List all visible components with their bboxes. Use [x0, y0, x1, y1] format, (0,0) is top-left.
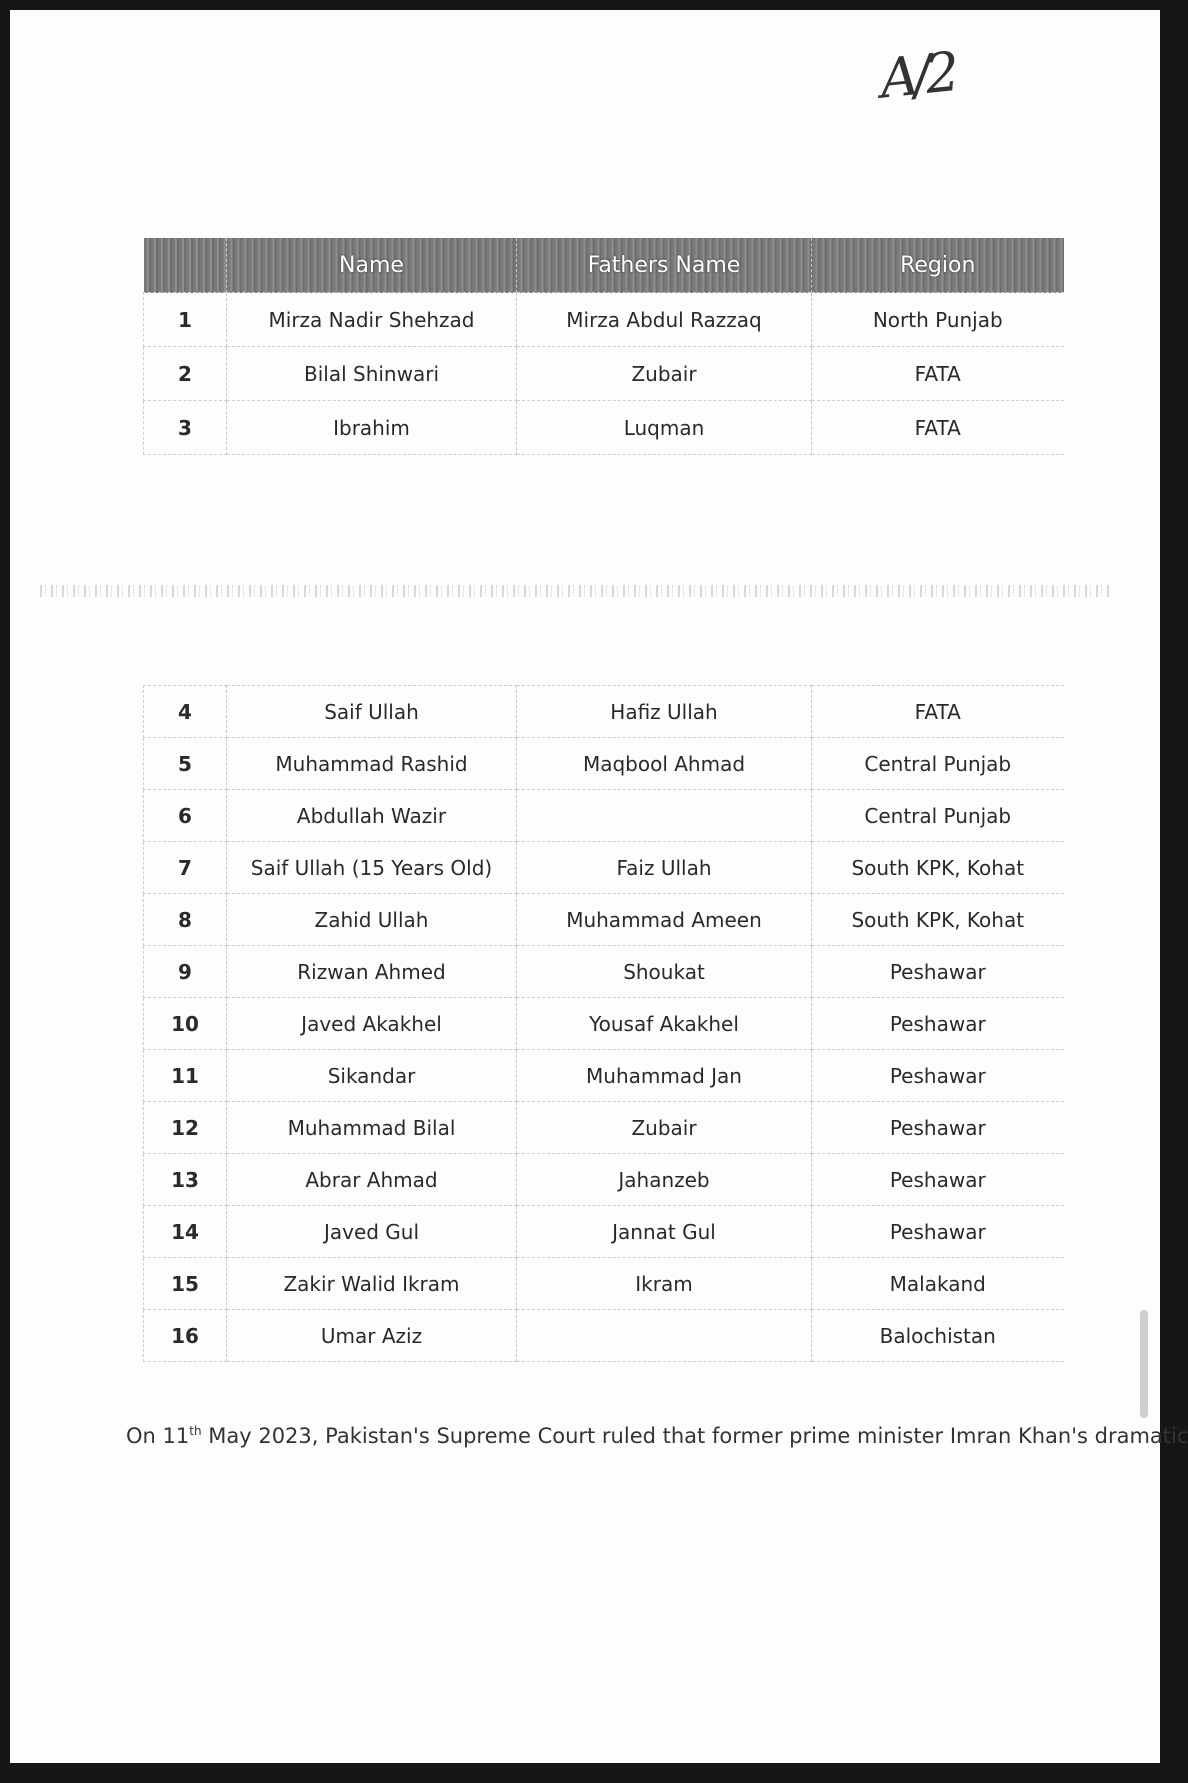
row-number: 13	[144, 1154, 227, 1206]
table-row	[144, 1258, 1064, 1310]
row-region: Peshawar	[812, 1206, 1064, 1258]
cutoff-rest: May 2023, Pakistan's Supreme Court ruled that former prime minister Imran Khan's dramatic	[201, 1424, 1188, 1448]
header-region: Region	[812, 238, 1064, 293]
row-father: Yousaf Akakhel	[517, 998, 812, 1050]
row-name: Umar Aziz	[227, 1310, 517, 1362]
row-father: Muhammad Ameen	[517, 894, 812, 946]
cutoff-prefix: On 11	[126, 1424, 190, 1448]
row-number: 9	[144, 946, 227, 998]
row-number: 10	[144, 998, 227, 1050]
row-father: Shoukat	[517, 946, 812, 998]
cutoff-superscript: th	[189, 1424, 202, 1438]
row-region: South KPK, Kohat	[812, 894, 1064, 946]
row-name: Sikandar	[227, 1050, 517, 1102]
table-row	[144, 738, 1064, 790]
row-region: Peshawar	[812, 946, 1064, 998]
row-number: 15	[144, 1258, 227, 1310]
row-region: FATA	[812, 401, 1064, 455]
row-number: 1	[144, 293, 227, 347]
row-father: Zubair	[517, 347, 812, 401]
cutoff-paragraph	[126, 1418, 1188, 1448]
table-row	[144, 686, 1064, 738]
table-row	[144, 293, 1064, 347]
row-name: Abdullah Wazir	[227, 790, 517, 842]
table-row	[144, 401, 1064, 455]
row-father: Hafiz Ullah	[517, 686, 812, 738]
row-region: Central Punjab	[812, 738, 1064, 790]
row-father: Jahanzeb	[517, 1154, 812, 1206]
names-table-part-1	[143, 238, 1064, 455]
row-name: Zakir Walid Ikram	[227, 1258, 517, 1310]
row-name: Saif Ullah	[227, 686, 517, 738]
table-header-row	[144, 238, 1064, 293]
table-row	[144, 1206, 1064, 1258]
row-name: Javed Gul	[227, 1206, 517, 1258]
row-region: FATA	[812, 347, 1064, 401]
row-father	[517, 1310, 812, 1362]
table-row	[144, 946, 1064, 998]
names-table-part-2	[143, 685, 1064, 1362]
row-number: 11	[144, 1050, 227, 1102]
table-row	[144, 1310, 1064, 1362]
header-number	[144, 238, 227, 293]
table-row	[144, 790, 1064, 842]
row-region: Balochistan	[812, 1310, 1064, 1362]
row-father: Zubair	[517, 1102, 812, 1154]
row-father: Jannat Gul	[517, 1206, 812, 1258]
row-father: Faiz Ullah	[517, 842, 812, 894]
table-row	[144, 1102, 1064, 1154]
row-father: Mirza Abdul Razzaq	[517, 293, 812, 347]
row-number: 2	[144, 347, 227, 401]
row-number: 4	[144, 686, 227, 738]
row-name: Javed Akakhel	[227, 998, 517, 1050]
table-row	[144, 347, 1064, 401]
document-page	[10, 10, 1188, 1763]
row-father: Ikram	[517, 1258, 812, 1310]
table-row	[144, 998, 1064, 1050]
row-name: Mirza Nadir Shehzad	[227, 293, 517, 347]
row-number: 5	[144, 738, 227, 790]
row-number: 8	[144, 894, 227, 946]
row-region: FATA	[812, 686, 1064, 738]
row-number: 7	[144, 842, 227, 894]
table-row	[144, 894, 1064, 946]
row-father: Maqbool Ahmad	[517, 738, 812, 790]
row-name: Zahid Ullah	[227, 894, 517, 946]
row-region: South KPK, Kohat	[812, 842, 1064, 894]
row-name: Bilal Shinwari	[227, 347, 517, 401]
row-name: Rizwan Ahmed	[227, 946, 517, 998]
row-number: 3	[144, 401, 227, 455]
row-number: 6	[144, 790, 227, 842]
row-region: North Punjab	[812, 293, 1064, 347]
table-row	[144, 1050, 1064, 1102]
table-row	[144, 1154, 1064, 1206]
row-region: Peshawar	[812, 1102, 1064, 1154]
row-name: Saif Ullah (15 Years Old)	[227, 842, 517, 894]
row-region: Peshawar	[812, 1050, 1064, 1102]
row-region: Peshawar	[812, 1154, 1064, 1206]
row-region: Central Punjab	[812, 790, 1064, 842]
row-number: 12	[144, 1102, 227, 1154]
handwritten-annotation: A/2	[876, 40, 957, 111]
row-name: Abrar Ahmad	[227, 1154, 517, 1206]
row-father	[517, 790, 812, 842]
row-region: Peshawar	[812, 998, 1064, 1050]
header-name: Name	[227, 238, 517, 293]
scan-noise-divider	[40, 585, 1110, 597]
row-number: 14	[144, 1206, 227, 1258]
row-name: Muhammad Rashid	[227, 738, 517, 790]
vertical-scrollbar[interactable]	[1140, 1310, 1148, 1418]
row-number: 16	[144, 1310, 227, 1362]
row-name: Ibrahim	[227, 401, 517, 455]
row-region: Malakand	[812, 1258, 1064, 1310]
row-name: Muhammad Bilal	[227, 1102, 517, 1154]
row-father: Luqman	[517, 401, 812, 455]
header-fathers-name: Fathers Name	[517, 238, 812, 293]
table-row	[144, 842, 1064, 894]
row-father: Muhammad Jan	[517, 1050, 812, 1102]
